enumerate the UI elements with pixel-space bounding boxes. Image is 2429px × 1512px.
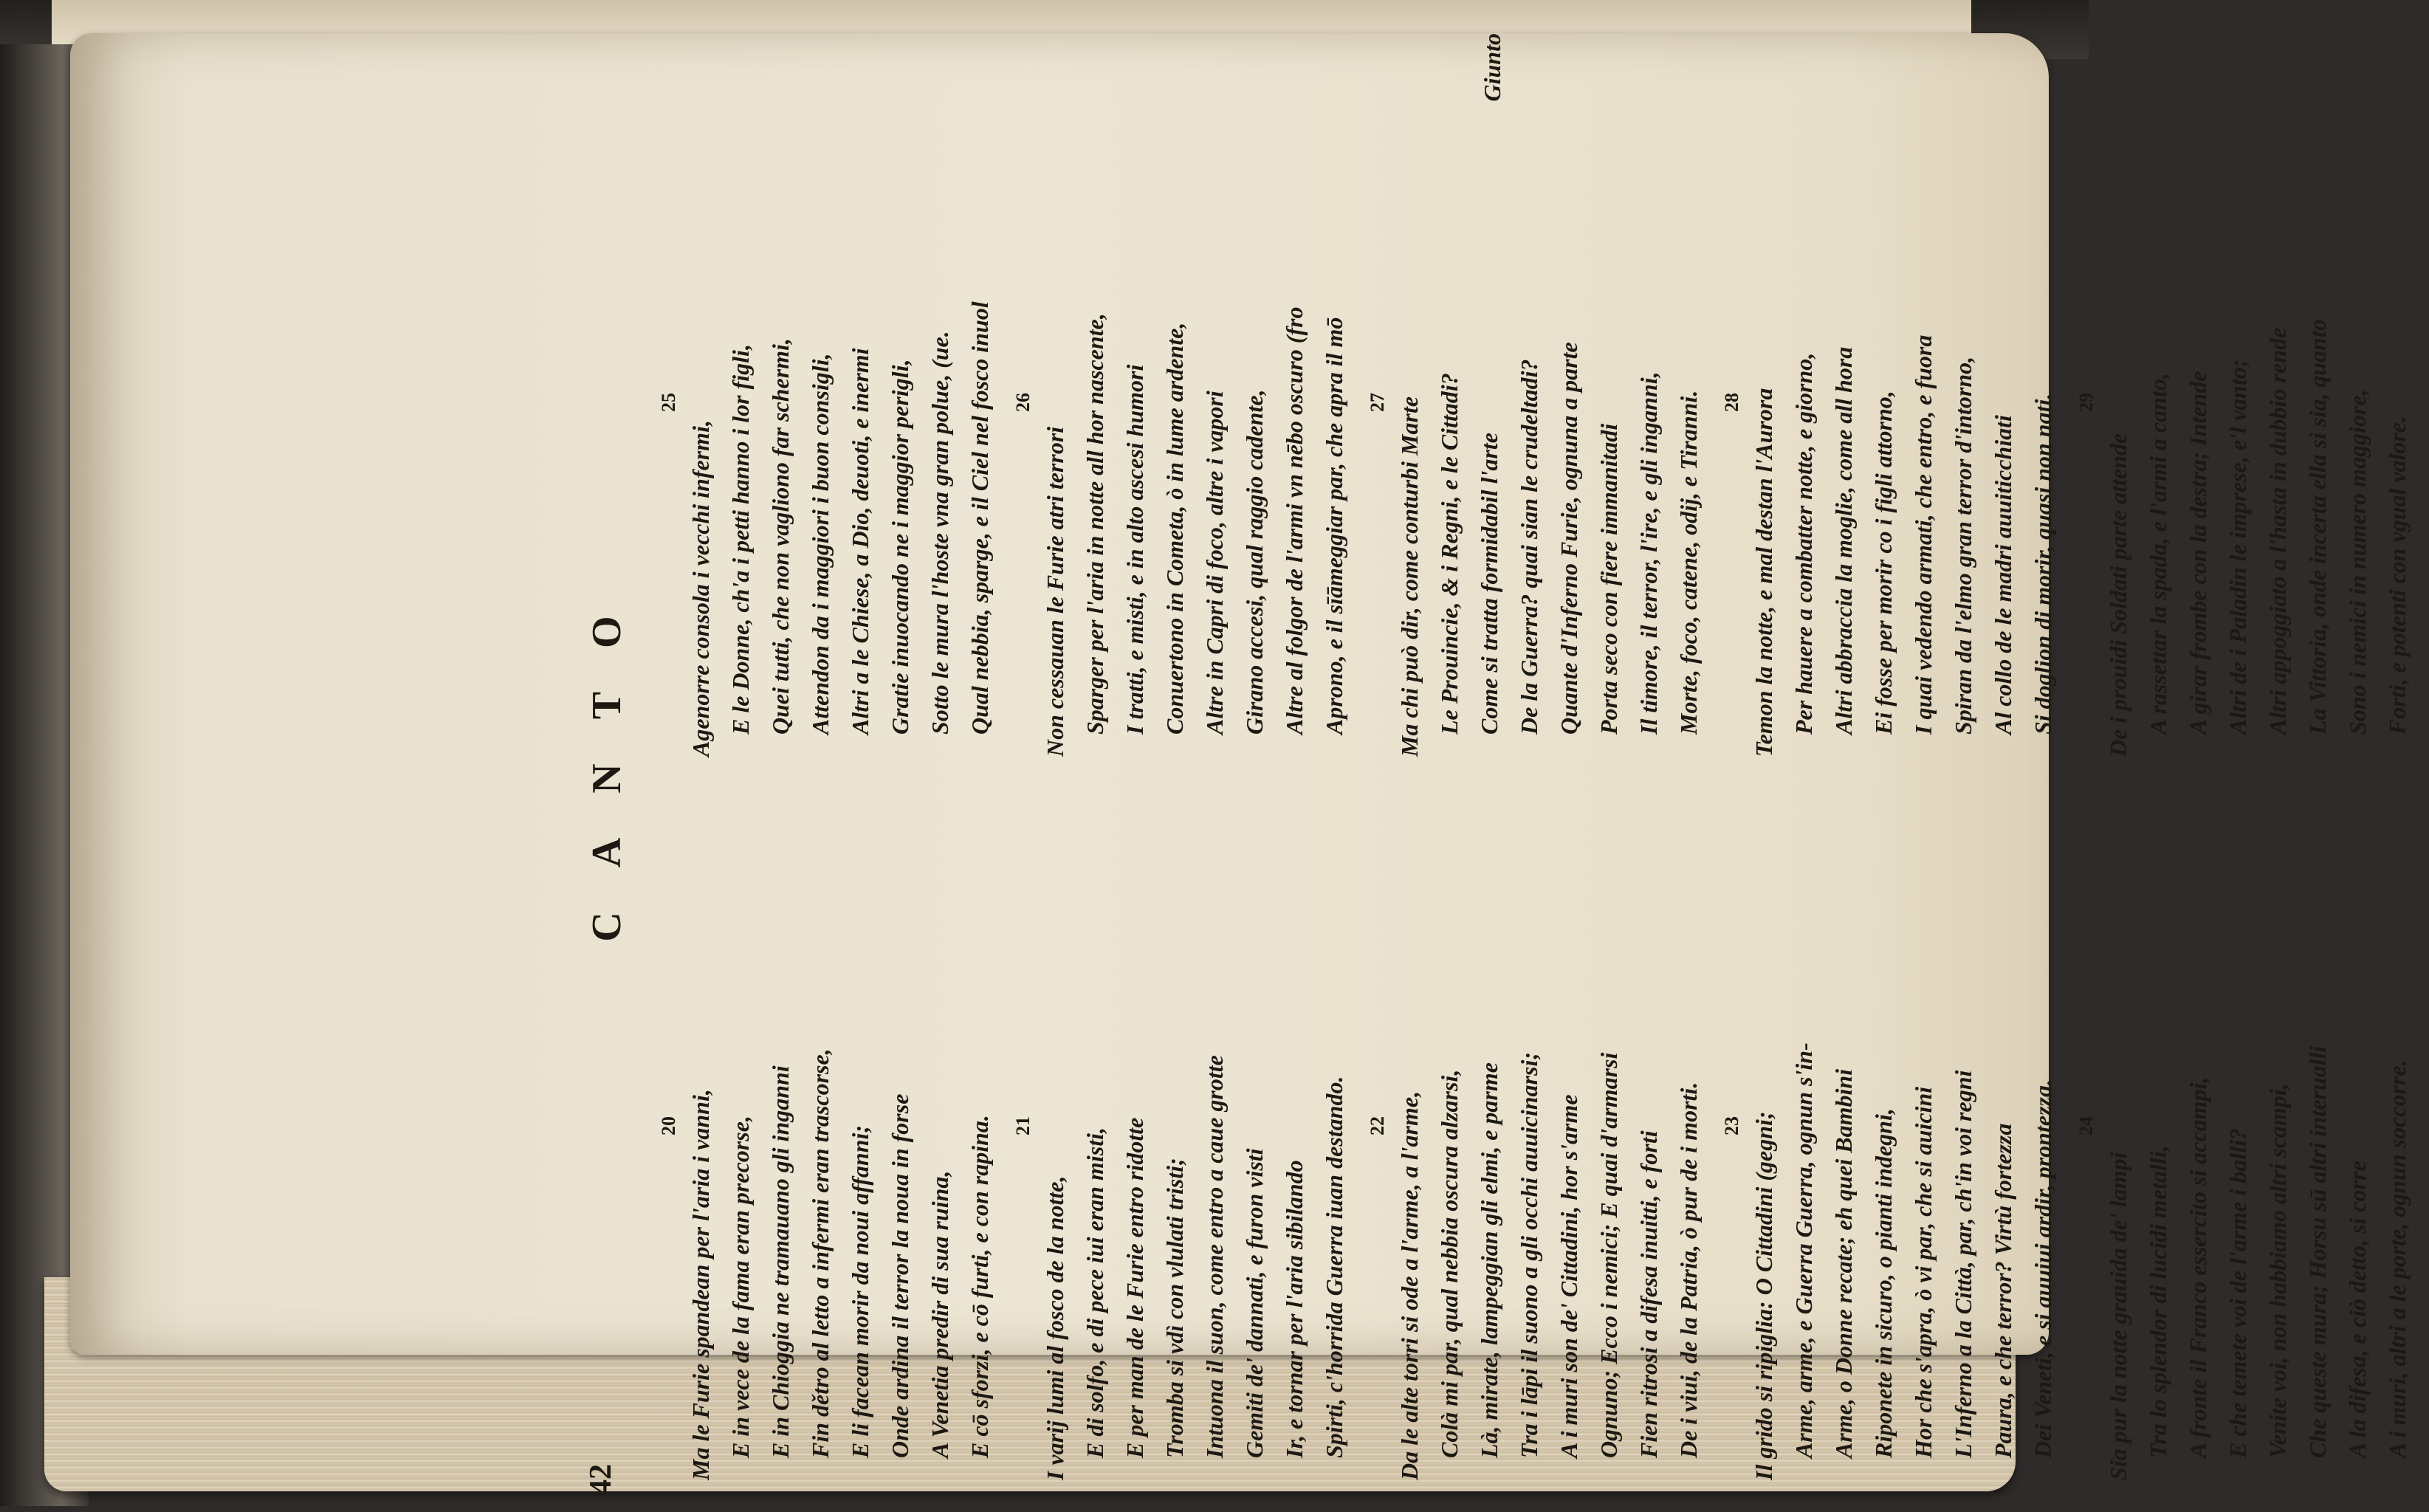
stanza-number: 25 <box>658 393 679 412</box>
verse-line: Girano accesi, qual raggio cadente, <box>1241 389 1268 735</box>
page-number: 42 <box>584 1464 618 1495</box>
verse-line: Il timore, il terror, l'ire, e gli inganni, <box>1635 371 1662 735</box>
verse-line: Sono i nemici in numero maggiore, <box>2344 389 2371 735</box>
verse-line: Là, mirate, lampeggian gli elmi, e parme <box>1476 1062 1502 1458</box>
verse-line: Sparger per l'aria in notte all hor nascente, <box>1082 313 1108 735</box>
verse-line: Quei tutti, che non vagliono far schermi, <box>767 338 794 735</box>
stanza-number: 27 <box>1367 393 1388 412</box>
verse-line: Agenorre consola i vecchi infermi, <box>687 420 714 757</box>
verse-line: Il grido si ripiglia: O Cittadini (gegni; <box>1751 1111 1777 1480</box>
verse-line: Non cessauan le Furie atri terrori <box>1042 426 1068 757</box>
stanza-number: 20 <box>658 1116 679 1135</box>
stanza <box>1011 772 1354 1480</box>
verse-line: Spirti, c'horrida Guerra iuan destando. <box>1321 1076 1347 1458</box>
verse-line: Che queste mura; Horsu sū altri interualli <box>2304 1045 2331 1458</box>
verse-line: Temon la notte, e mal destan l'Aurora <box>1751 388 1777 757</box>
verse-line: I varij lumi al fosco de la notte, <box>1042 1175 1068 1480</box>
verse-line: Gemiti de' dannati, e furon visti <box>1241 1148 1268 1458</box>
catchword: Giunto <box>1479 33 1505 102</box>
verse-line: Spiran da l'elmo gran terror d'intorno, <box>1950 356 1976 735</box>
verse-line: Arme, o Donne recate; eh quei Bambini <box>1830 1068 1857 1458</box>
verse-line: Altri de i Paladin le imprese, e'l vanto; <box>2224 359 2251 735</box>
verse-line: Le Prouincie, & i Regni, e le Cittadi? <box>1436 373 1463 735</box>
stanza <box>1011 48 1354 757</box>
stanza <box>2075 772 2417 1480</box>
verse-line: A i muri son de' Cittadini, hor s'arme <box>1556 1094 1582 1458</box>
verse-line: I tratti, e misti, e in alto ascesi humori <box>1121 364 1148 735</box>
stanza <box>657 48 1000 757</box>
verse-line: Riponete in sicuro, o pianti indegni, <box>1870 1108 1897 1458</box>
verse-line: La Vittoria, onde incerta ella si sia, quanto <box>2304 319 2331 735</box>
verse-line: Ma chi può dir, come conturbi Marte <box>1396 396 1423 757</box>
stanza-number: 28 <box>1721 393 1742 412</box>
verse-line: E in Chioggia ne tramauano gli inganni <box>767 1065 794 1458</box>
verse-line: Colà mi par, qual nebbia oscura alzarsi, <box>1436 1069 1463 1458</box>
verse-line: Ma le Furie spandean per l'aria i vanni, <box>687 1089 714 1480</box>
verse-line: Ei fosse per morir co i figli attorno, <box>1870 391 1897 735</box>
verse-line: A Venetia predir di sua ruina, <box>927 1170 953 1458</box>
verse-line: Tromba si vdì con vlulati tristi; <box>1161 1158 1188 1458</box>
verse-line: A girar frombe con la destra; Intende <box>2185 371 2211 735</box>
verse-line: Morte, foco, catene, odij, e Tiranni. <box>1675 390 1702 735</box>
verse-line: De la Guerra? quai sian le crudeltadi? <box>1516 359 1542 735</box>
verse-line: Altre in Capri di foco, altre i vapori <box>1201 391 1228 735</box>
verse-line: Qual nebbia, sparge, e il Ciel nel fosco inuol <box>966 301 993 735</box>
verse-line: E che temete voi de l'arme i balli? <box>2224 1127 2251 1458</box>
stanza-number: 26 <box>1012 393 1034 412</box>
right-column <box>657 48 2429 757</box>
stanza-number: 24 <box>2075 1116 2097 1135</box>
stanza-number: 21 <box>1012 1116 1034 1135</box>
verse-line: Altre al folgor de l'armi vn nēbo oscuro (fro <box>1281 306 1308 735</box>
verse-line: A fronte il Franco essercito si accampi, <box>2185 1076 2211 1458</box>
verse-line: E in vece de la fama eran precorse, <box>727 1116 754 1458</box>
verse-line: Dei Veneti, e si auuiui ardir, prontezza. <box>2030 1079 2056 1458</box>
verse-line: E cō sforzi, e cō furti, e con rapina. <box>966 1115 993 1458</box>
verse-line: Sia pur la notte grauida de' lampi <box>2105 1152 2131 1480</box>
verse-line: Quante d'Inferno Furie, ognuna a parte <box>1556 342 1582 735</box>
left-column <box>657 772 2429 1480</box>
verse-line: I quai vedendo armati, che entro, e fuora <box>1910 334 1937 735</box>
verse-line: Come si tratta formidabil l'arte <box>1476 433 1502 735</box>
verse-line: Altri appoggiato a l'hasta in dubbio rende <box>2264 327 2291 735</box>
verse-line: E di solfo, e di pece iui eran misti, <box>1082 1127 1108 1458</box>
stanza-number: 23 <box>1721 1116 1742 1135</box>
verse-line: Tra i lāpi il suono a gli occhi auuicinarsi; <box>1516 1051 1542 1458</box>
verse-line: Conuertono in Cometa, ò in lume ardente, <box>1161 322 1188 735</box>
stanza <box>1720 48 2063 757</box>
verse-line: Fien ritrosi a difesa inuitti, e forti <box>1635 1130 1662 1458</box>
verse-line: Arme, arme, e Guerra Guerra, ognun s'in- <box>1790 1042 1817 1458</box>
stanza <box>1720 772 2063 1480</box>
verse-line: Ir, e tornar per l'aria sibilando <box>1281 1160 1308 1458</box>
verse-line: Da le alte torri si ode a l'arme, a l'arme, <box>1396 1090 1423 1480</box>
stanza <box>1366 772 1708 1480</box>
stanza <box>657 772 1000 1480</box>
verse-line: Intuona il suon, come entro a caue grotte <box>1201 1055 1228 1458</box>
verse-line: Porta seco con fiere immanitadi <box>1595 423 1622 735</box>
verse-line: Altri a le Chiese, a Dio, deuoti, e inermi <box>847 348 873 735</box>
verse-line: Attendon da i maggiori i buon consigli, <box>807 353 834 735</box>
verse-line: A la difesa, e ciò detto, si corre <box>2344 1161 2371 1458</box>
verse-line: De i viui, de la Patria, ò pur de i morti. <box>1675 1082 1702 1458</box>
verse-line: Al collo de le madri auuiticchiati <box>1990 415 2016 735</box>
verse-line: Forti, e potenti con vgual valore. <box>2384 416 2411 735</box>
verse-line: Aprono, e il sīāmeggiar par, che apra il mō <box>1321 317 1347 735</box>
verse-line: E le Donne, ch'a i petti hanno i lor figli, <box>727 344 754 735</box>
verse-line: Fin dětro al letto a infermi eran trascorse, <box>807 1048 834 1458</box>
running-title: CANTO <box>584 571 630 942</box>
verse-line: Ognuno; Ecco i nemici; E quai d'armarsi <box>1595 1052 1622 1458</box>
verse-line: Altri abbraccia la moglie, come all hora <box>1830 346 1857 735</box>
verse-line: A rassettar la spada, e l'armi a canto, <box>2145 373 2171 735</box>
verse-line: E li facean morir da noui affanni; <box>847 1124 873 1458</box>
verse-line: De i prouidi Soldati parte attende <box>2105 433 2131 757</box>
verse-line: Gratie inuocando ne i maggior perigli, <box>887 359 913 735</box>
verse-line: Venite voi, non habbiamo altri scampi, <box>2264 1083 2291 1458</box>
verse-line: Tra lo splendor di lucidi metalli, <box>2145 1145 2171 1458</box>
stanza-number: 22 <box>1367 1116 1388 1135</box>
stanza <box>1366 48 1708 757</box>
verse-line: Si doglion di morir, quasi non nati. <box>2030 393 2056 735</box>
verse-line: Paura, e che terror? Virtù fortezza <box>1990 1123 2016 1458</box>
verse-line: Onde ardina il terror la noua in forse <box>887 1093 913 1458</box>
verse-line: Per hauere a combatter notte, e giorno, <box>1790 352 1817 735</box>
page-text-block <box>583 18 2411 1495</box>
verse-line: E per man de le Furie entro ridotte <box>1121 1117 1148 1458</box>
stanza-number: 29 <box>2075 393 2097 412</box>
verse-line: Sotto le mura l'hoste vna gran polue, (ue. <box>927 331 953 735</box>
verse-line: Hor che s'apra, ò vi par, che si auicini <box>1910 1086 1937 1458</box>
verse-line: L'Inferno a la Città, par, ch'in voi regni <box>1950 1070 1976 1458</box>
stanza <box>2075 48 2417 757</box>
verse-line: A i muri, altri a le porte, ognun soccorre. <box>2384 1059 2411 1458</box>
